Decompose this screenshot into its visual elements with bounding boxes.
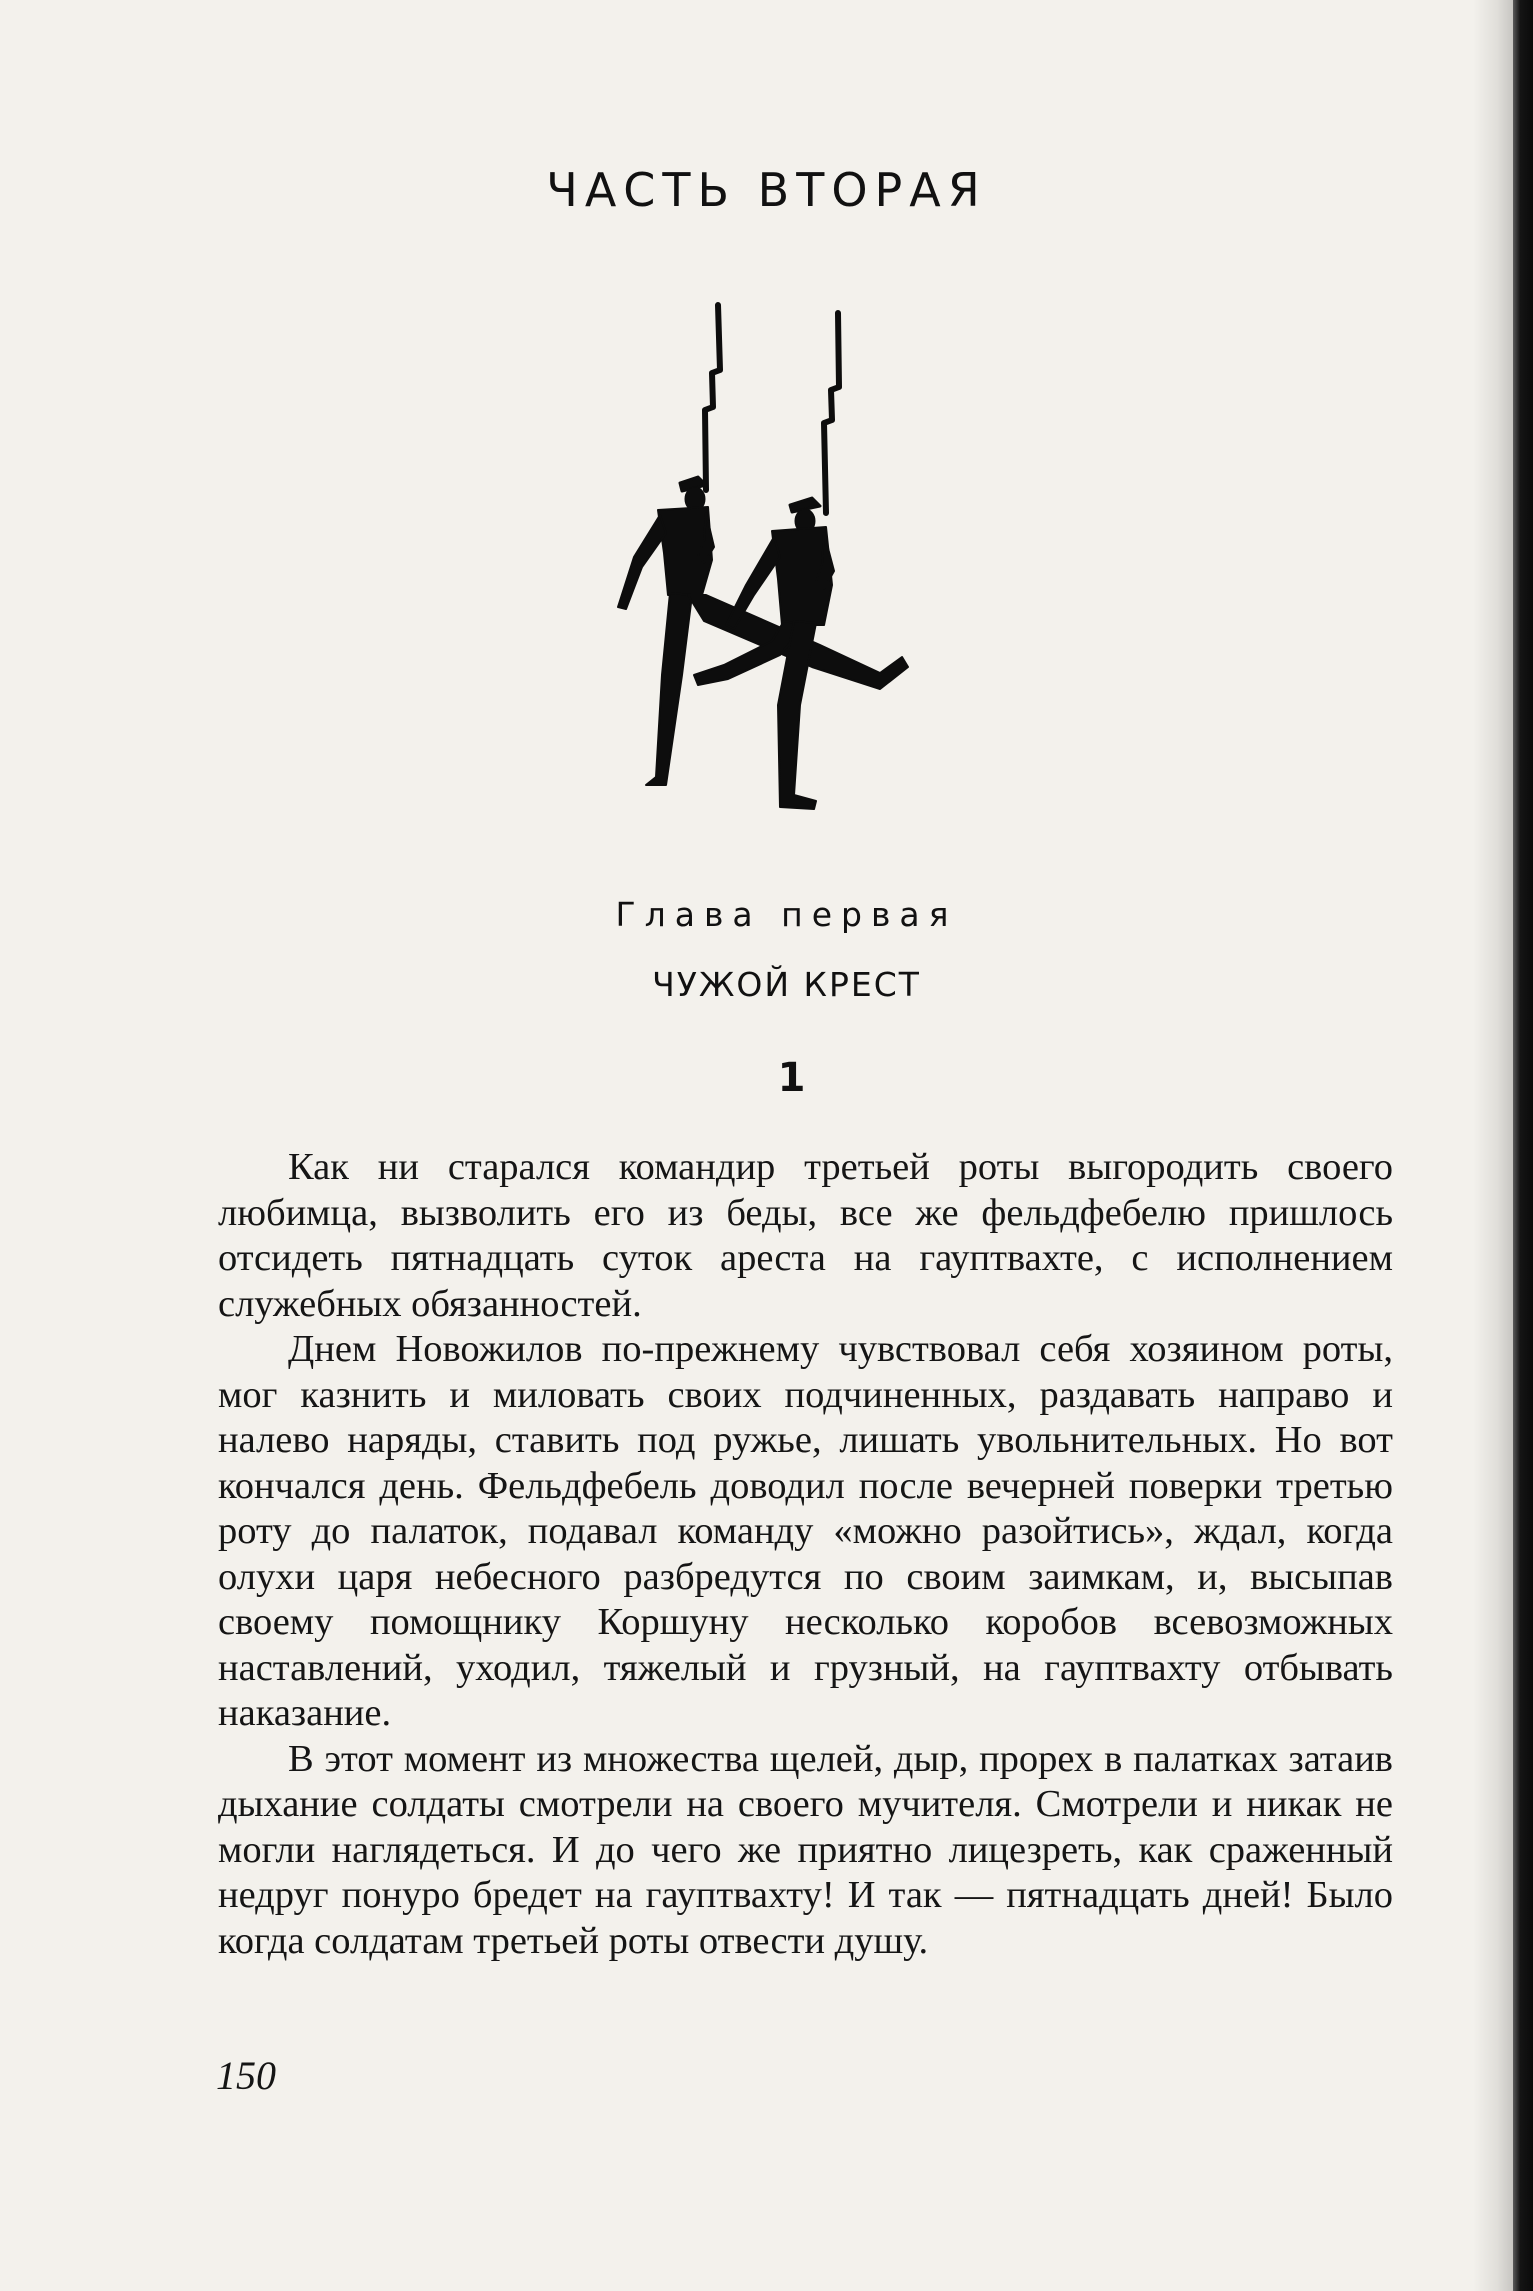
part-title: ЧАСТЬ ВТОРАЯ bbox=[546, 163, 987, 217]
paragraph-1: Как ни старался командир третьей роты выгородить своего любимца, вызволить его из беды, все же фельдфебелю пришлось отсидеть пятнадцать суток ареста на гауптвахте, с исполнением служебных обязанностей. bbox=[218, 1146, 1393, 1325]
chapter-label: Глава первая bbox=[615, 895, 958, 934]
page-number: 150 bbox=[216, 2053, 276, 2098]
two-marching-soldiers-icon bbox=[580, 295, 1020, 815]
page-gutter-shadow bbox=[1473, 0, 1513, 2291]
paragraph-2: Днем Новожилов по-прежнему чувствовал себя хозяином роты, мог казнить и миловать своих подчиненных, раздавать направо и налево наряды, ставить под ружье, лишать увольнительных. Но вот кончался день. Фельдфебель доводил после вечерней поверки третью роту до палаток, подавал команду «можно разойтись», ждал, когда олухи царя небесного разбредутся по своим заимкам, и, высыпав своему помощнику Коршуну несколько коробов всевозможных наставлений, уходил, тяжелый и грузный, на гауптвахту отбывать наказание. bbox=[218, 1328, 1393, 1734]
paragraph-3: В этот момент из множества щелей, дыр, прорех в палатках затаив дыхание солдаты смотрели на своего мучителя. Смотрели и никак не могли наглядеться. И до чего же приятно лицезреть, как сраженный недруг понуро бредет на гауптвахту! И так — пятнадцать дней! Было когда солдатам третьей роты отвести душу. bbox=[218, 1737, 1393, 1962]
body-text bbox=[218, 1145, 1393, 1964]
chapter-title: ЧУЖОЙ КРЕСТ bbox=[652, 965, 921, 1004]
section-number: 1 bbox=[777, 1055, 806, 1101]
book-spine-edge bbox=[1513, 0, 1533, 2291]
